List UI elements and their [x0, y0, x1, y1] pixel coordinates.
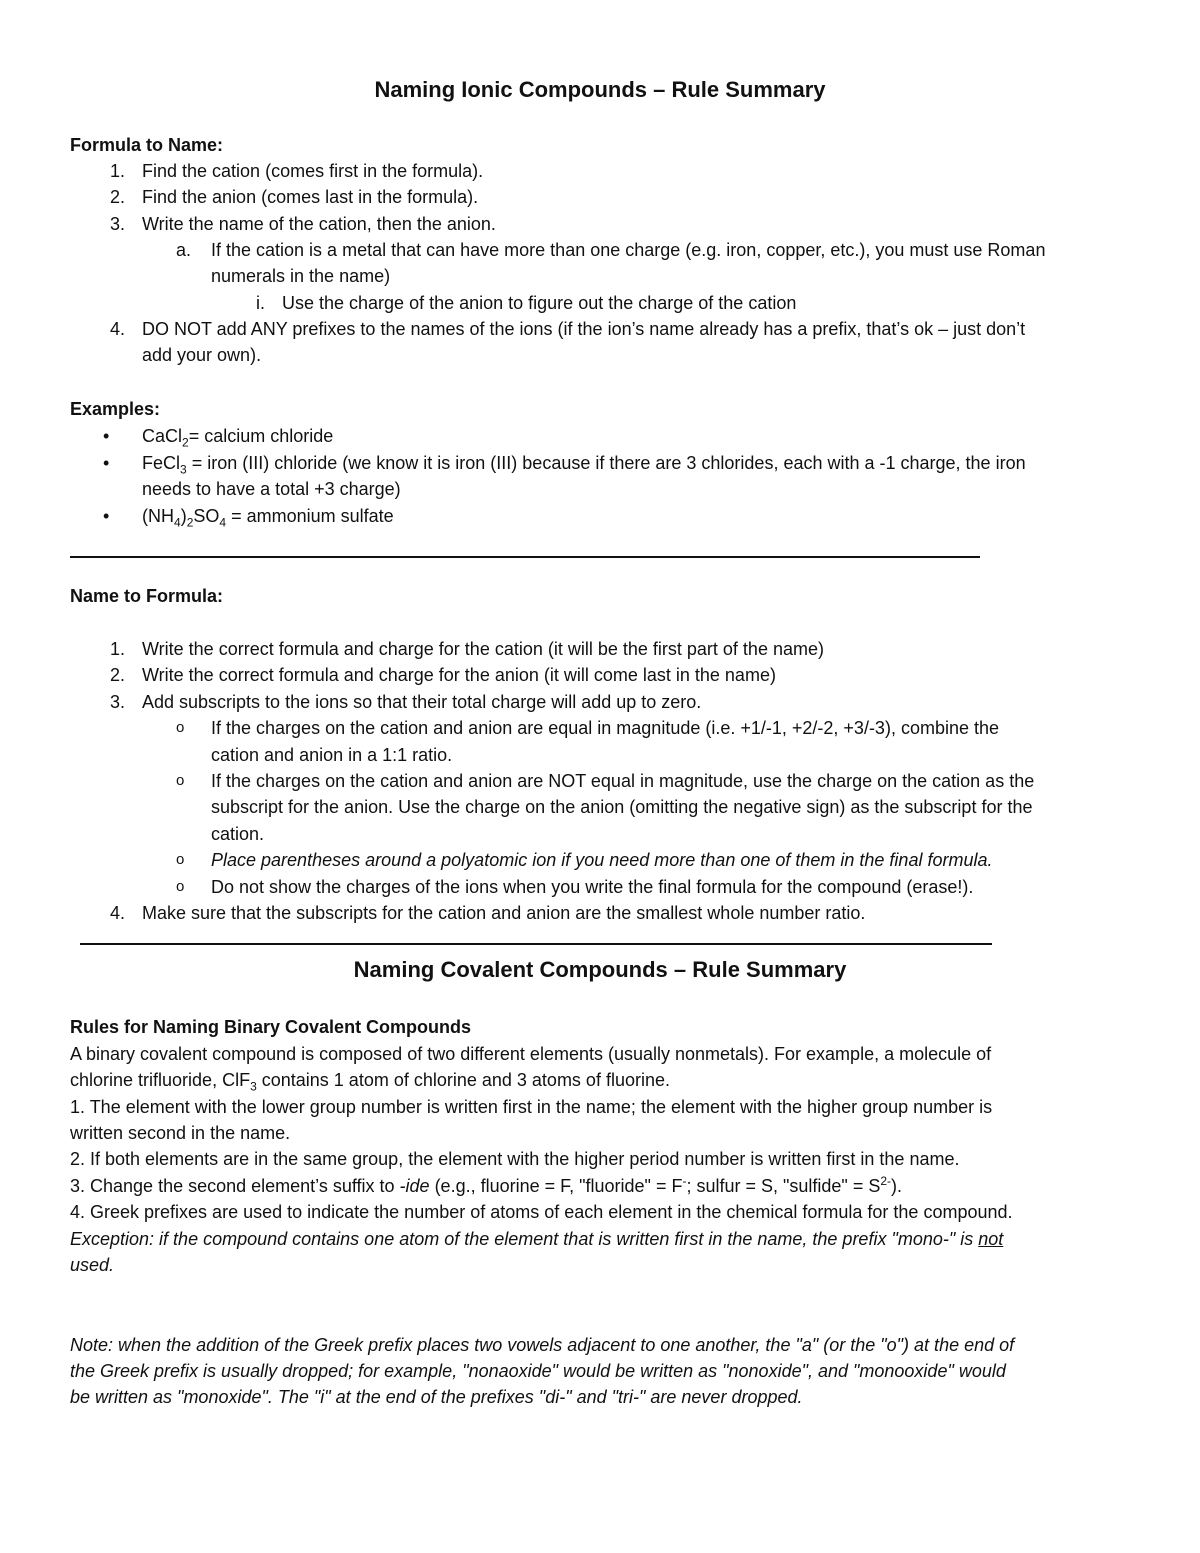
formula-to-name-heading: Formula to Name:: [70, 135, 224, 155]
ionic-title: Naming Ionic Compounds – Rule Summary: [374, 77, 826, 102]
bullet-icon: •: [103, 453, 110, 473]
rule-1-cont: written second in the name.: [70, 1123, 291, 1143]
sub-bullet-cont: subscript for the anion. Use the charge on the anion (omitting the negative sign) as the subscript for the: [211, 797, 1033, 817]
divider: [80, 943, 992, 945]
example-item-cont: needs to have a total +3 charge): [142, 479, 401, 499]
note-line: the Greek prefix is usually dropped; for example, "nonaoxide" would be written as "nonoxide", and "monooxide" would: [70, 1361, 1006, 1381]
sub-bullet-cont: cation and anion in a 1:1 ratio.: [211, 745, 453, 765]
paragraph-line: chlorine trifluoride, ClF$_3$ contains 1 atom of chlorine and 3 atoms of fluorine.: [70, 1070, 670, 1094]
exception-line-cont: used.: [70, 1255, 115, 1275]
note-line: Note: when the addition of the Greek prefix places two vowels adjacent to one another, the "a" (or the "o") at the end of: [70, 1335, 1015, 1355]
circle-bullet-icon: o: [176, 772, 185, 789]
note-line: be written as "monoxide". The "i" at the end of the prefixes "di-" and "tri-" are never dropped.: [70, 1387, 803, 1407]
paragraph-line: A binary covalent compound is composed of two different elements (usually nonmetals). For example, a molecule of: [70, 1044, 992, 1064]
sub-bullet-cont: cation.: [211, 824, 265, 844]
covalent-title: Naming Covalent Compounds – Rule Summary: [353, 957, 847, 982]
name-to-formula-heading: Name to Formula:: [70, 586, 224, 606]
rule-1: 1. The element with the lower group number is written first in the name; the element with the higher group number is: [70, 1097, 993, 1117]
rule-2: 2. If both elements are in the same group, the element with the higher period number is written first in the name.: [70, 1149, 960, 1169]
bullet-icon: •: [103, 426, 110, 446]
divider: [70, 556, 980, 558]
document-page: Naming Ionic Compounds – Rule Summary Formula to Name: 1. Find the cation (comes first in the formula). 2. Find the anion (comes last in the formula). 3. Write the name of the cation, then the anion. a. If the cation is a metal that can have more than one charge (e.g. iron, copper, etc.), you must use Roman numerals in the name) i. Use the charge of the anion to figure out the charge of the cation 4. DO NOT add ANY prefixes to the names of the ions (if the ion’s name already has a prefix, that’s ok – just don’t add your own). Examples: • CaCl$_2$= calcium chloride • FeCl$_3$ = iron (III) chloride (we know it is iron (III) because if there are 3 chlorides, each with a -1 charge, the iron needs to have a total +3 charge) • $(NH_4)_2SO_4$ = ammonium sulfate Name to Formula: 1. Write the correct formula and charge for the cation (it will be the first part of the name) 2. Write the correct formula and charge for the anion (it will come last in the name) 3. Add subscripts to the ions so that their total charge will add up to zero. o If the charges on the cation and anion are equal in magnitude (i.e. +1/-1, +2/-2, +3/-3), combine the cation and anion in a 1:1 ratio. o If the charges on the cation and anion are NOT equal in magnitude, use the charge on the cation as the subscript for the anion. Use the charge on the anion (omitting the negative sign) as the subscript for the cation. o Place parentheses around a polyatomic ion if you need more than one of them in the final formula. o Do not show the charges of the ions when you write the final formula for the compound (erase!). 4. Make sure that the subscripts for the cation and anion are the smallest whole number ratio. Naming Covalent Compounds – Rule Summary Rules for Naming Binary Covalent Compounds A binary covalent compound is composed of two different elements (usually nonmetals). For example, a molecule of chlorine trifluoride, ClF$_3$ contains 1 atom of chlorine and 3 atoms of fluorine. 1. The element with the lower group number is written first in the name; the element with the higher group number is written second in the name. 2. If both elements are in the same group, the element with the higher period number is written first in the name. 3. Change the second element’s suffix to -ide (e.g., fluorine = F, "fluoride" = F-; sulfur = S, "sulfide" = $S^{2-}$). 4. Greek prefixes are used to indicate the number of atoms of each element in the chemical formula for the compound. Exception: if the compound contains one atom of the element that is written first in the name, the prefix "mono-" is not used. Note: when the addition of the Greek prefix places two vowels adjacent to one another, the "a" (or the "o") at the end of the Greek prefix is usually dropped; for example, "nonaoxide" would be written as "nonoxide", and "monooxide" would be written as "monoxide". The "i" at the end of the prefixes "di-" and "tri-" are never dropped.: [0, 0, 1200, 1553]
list-item-sub-a-cont: numerals in the name): [211, 266, 391, 286]
circle-bullet-icon: o: [176, 851, 185, 868]
examples-heading: Examples:: [70, 399, 161, 419]
rule-3: 3. Change the second element’s suffix to -ide (e.g., fluorine = F, "fluoride" = F-; sulfur = S, "sulfide" = $S^{2-}$).: [70, 1174, 903, 1196]
bullet-icon: •: [103, 506, 110, 526]
circle-bullet-icon: o: [176, 878, 185, 895]
covalent-rules-heading: Rules for Naming Binary Covalent Compounds: [70, 1017, 472, 1037]
list-item-cont: add your own).: [142, 345, 262, 365]
circle-bullet-icon: o: [176, 719, 185, 736]
rule-4: 4. Greek prefixes are used to indicate the number of atoms of each element in the chemical formula for the compound.: [70, 1202, 1013, 1222]
exception-line: Exception: if the compound contains one atom of the element that is written first in the name, the prefix "mono-" is not: [70, 1229, 1004, 1249]
